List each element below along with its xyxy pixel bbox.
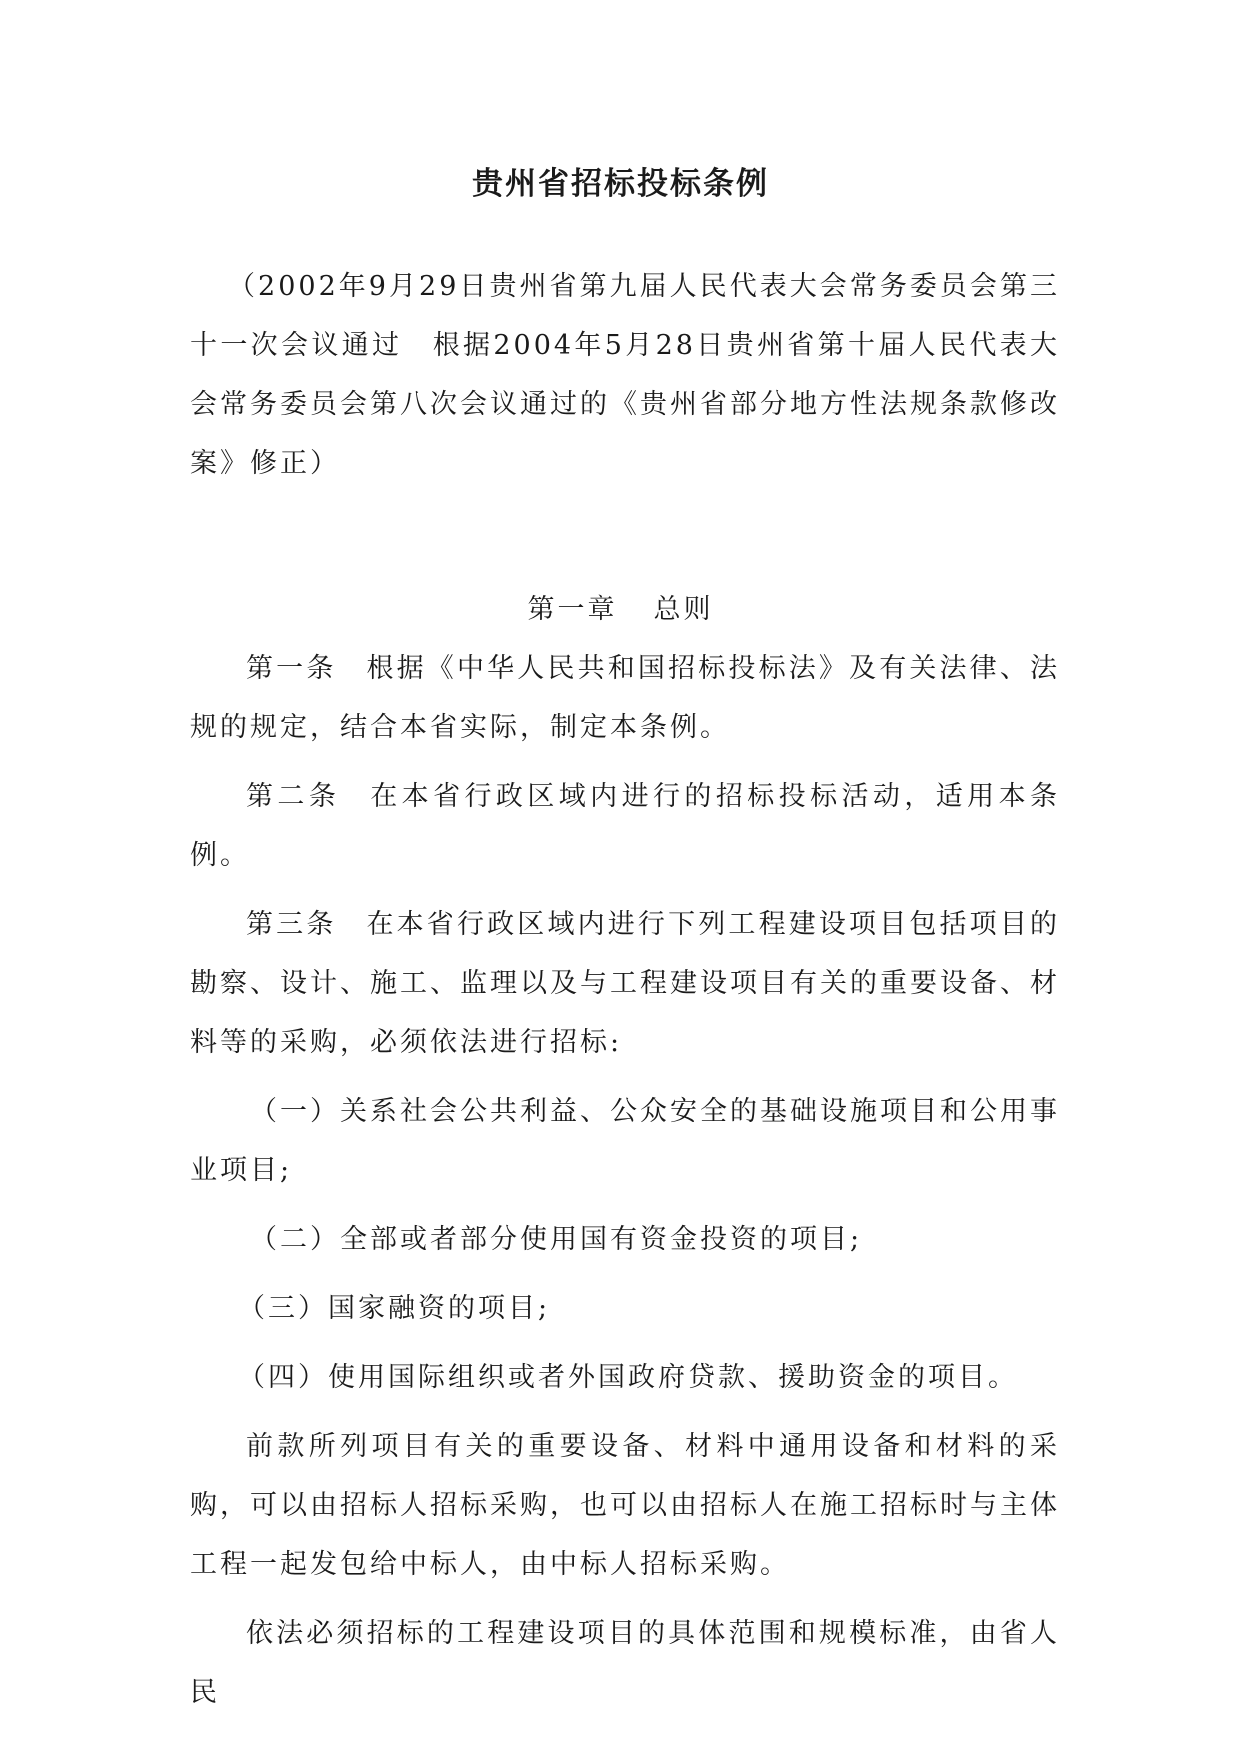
article-3 xyxy=(190,895,1060,1072)
article-2 xyxy=(190,767,1060,885)
chapter-heading xyxy=(0,580,1241,639)
article-number: 第二条 xyxy=(246,781,341,812)
document-title: 贵州省招标投标条例 xyxy=(472,166,769,202)
list-item: （二）全部或者部分使用国有资金投资的项目; xyxy=(250,1224,863,1255)
paragraph: 依法必须招标的工程建设项目的具体范围和规模标准，由省人民 xyxy=(190,1618,1060,1708)
list-item: （三）国家融资的项目; xyxy=(238,1293,551,1324)
preamble-note: （2002年9月29日贵州省第九届人民代表大会常务委员会第三十一次会议通过 根据2004年5月28日贵州省第十届人民代表大会常务委员会第八次会议通过的《贵州省部分地方性法规条款修改案》修正） xyxy=(190,271,1060,479)
article-number: 第三条 xyxy=(246,909,337,940)
paragraph: 前款所列项目有关的重要设备、材料中通用设备和材料的采购，可以由招标人招标采购，也可以由招标人在施工招标时与主体工程一起发包给中标人，由中标人招标采购。 xyxy=(190,1431,1060,1580)
article-text: 根据《中华人民共和国招标投标法》及有关法律、法规的规定，结合本省实际，制定本条例。 xyxy=(190,653,1061,743)
article-text: 在本省行政区域内进行下列工程建设项目包括项目的勘察、设计、施工、监理以及与工程建设项目有关的重要设备、材料等的采购，必须依法进行招标: xyxy=(190,909,1061,1058)
article-number: 第一条 xyxy=(246,653,337,684)
list-item: （一）关系社会公共利益、公众安全的基础设施项目和公用事业项目; xyxy=(190,1096,1060,1186)
article-text: 在本省行政区域内进行的招标投标活动，适用本条例。 xyxy=(190,781,1060,871)
chapter-name: 总则 xyxy=(653,594,714,625)
list-item: （四）使用国际组织或者外国政府贷款、援助资金的项目。 xyxy=(238,1362,1018,1393)
chapter-number: 第一章 xyxy=(527,594,618,625)
article-1 xyxy=(190,639,1060,757)
articles-body xyxy=(190,639,1060,1732)
